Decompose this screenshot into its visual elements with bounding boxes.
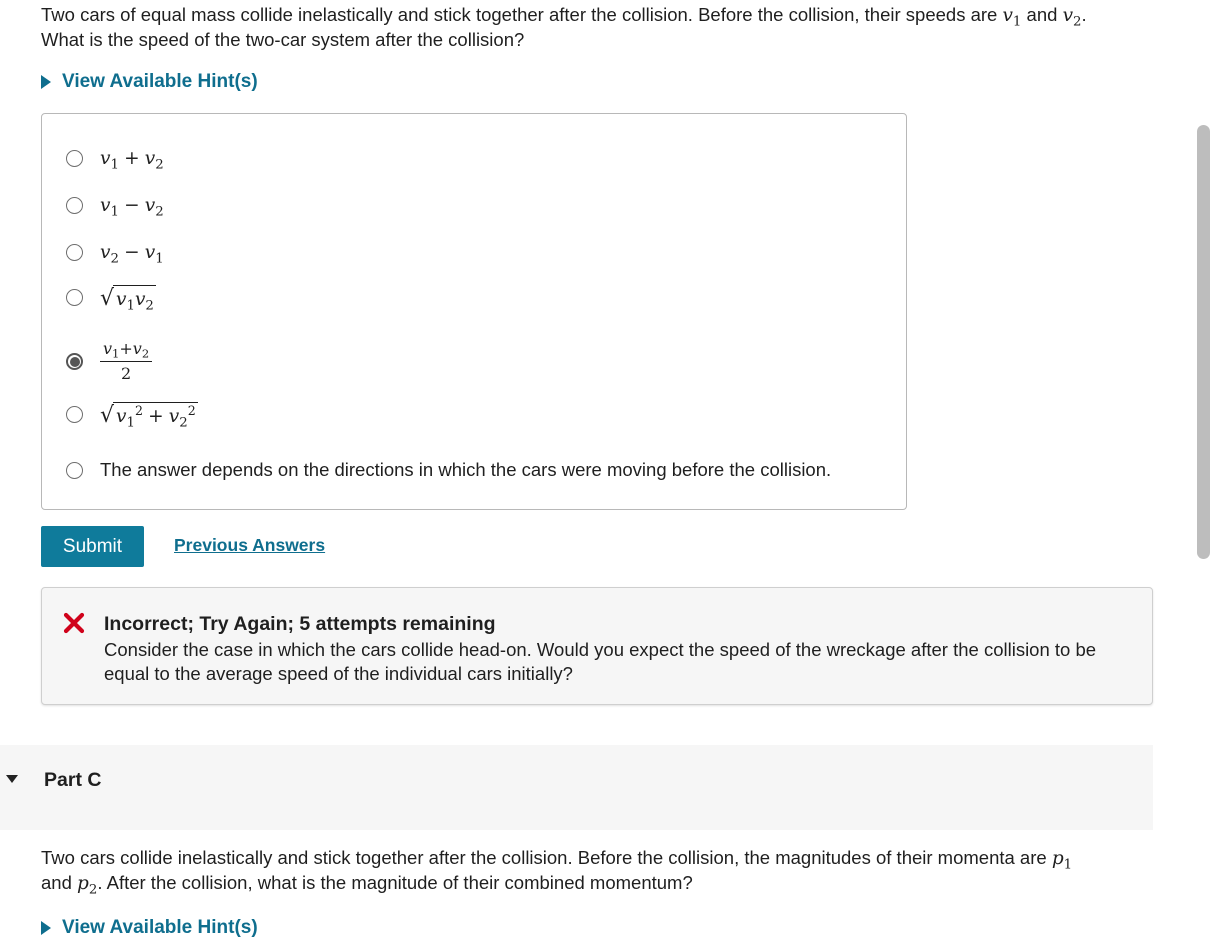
incorrect-x-icon	[63, 612, 85, 634]
expand-triangle-icon	[41, 921, 51, 935]
choice-label: √ $v_1^2 + v_2^2$	[100, 403, 196, 431]
radio-button[interactable]	[66, 289, 83, 306]
part-c-header[interactable]	[0, 745, 1153, 830]
question-c-text: Two cars collide inelastically and stick together after the collision. Before the collision, the magnitudes of their momenta are $p_1$ and $p_2$. After the collision, what is the magnitude of their combined momentum?	[41, 847, 1073, 898]
radio-button[interactable]	[66, 244, 83, 261]
feedback-panel	[41, 587, 1153, 705]
choice-v1-plus-v2[interactable]	[66, 147, 164, 173]
choice-label: $v_2 - v_1$	[100, 242, 164, 267]
choice-average[interactable]	[66, 339, 152, 383]
choice-sqrt-v1v2[interactable]	[66, 285, 156, 314]
view-hints-link-c[interactable]: View Available Hint(s)	[41, 917, 258, 939]
submit-button[interactable]: Submit	[41, 526, 144, 567]
choice-depends-on-direction[interactable]	[66, 459, 831, 481]
radio-button[interactable]	[66, 197, 83, 214]
radio-button-selected[interactable]	[66, 353, 83, 370]
view-hints-link-b[interactable]: View Available Hint(s)	[41, 71, 258, 93]
expand-triangle-icon	[41, 75, 51, 89]
choice-label: $v_1 - v_2$	[100, 195, 164, 220]
answer-choices-box	[41, 113, 907, 510]
collapse-caret-icon[interactable]	[6, 775, 18, 783]
previous-answers-link[interactable]: Previous Answers	[174, 535, 326, 555]
choice-label: $\frac{v_1+v_2}{2}$	[100, 339, 152, 383]
question-b-text: Two cars of equal mass collide inelastically and stick together after the collision. Before the collision, their speeds are $v_1$ and $v_2$. What is the speed of the two-car system after the collision?	[41, 4, 1087, 50]
radio-button[interactable]	[66, 406, 83, 423]
radio-button[interactable]	[66, 462, 83, 479]
part-c-label: Part C	[44, 769, 102, 791]
choice-label: The answer depends on the directions in which the cars were moving before the collision.	[100, 459, 832, 480]
feedback-title: Incorrect; Try Again; 5 attempts remaining	[104, 613, 496, 635]
choice-v2-minus-v1[interactable]	[66, 241, 164, 267]
choice-sqrt-sum-squares[interactable]	[66, 402, 198, 431]
radio-button[interactable]	[66, 150, 83, 167]
choice-v1-minus-v2[interactable]	[66, 194, 164, 220]
scrollbar-thumb[interactable]	[1197, 125, 1210, 559]
choice-label: $v_1 + v_2$	[100, 148, 164, 173]
feedback-text: Consider the case in which the cars collide head-on. Would you expect the speed of the wreckage after the collision to be equal to the average speed of the individual cars initially?	[104, 639, 1097, 684]
choice-label: √ $v_1v_2$	[100, 286, 154, 314]
